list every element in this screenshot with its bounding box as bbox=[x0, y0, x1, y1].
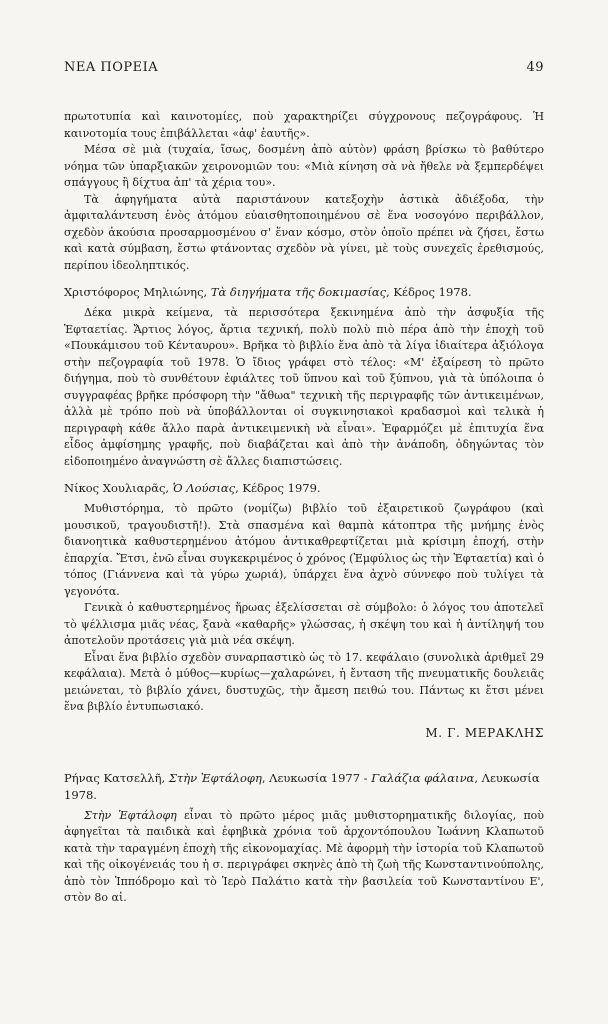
book-entry-heading bbox=[64, 770, 544, 804]
paragraph: Εἶναι ἕνα βιβλίο σχεδὸν συναρπαστικὸ ὡς τὸ 17. κεφάλαιο (συνολικὰ ἀριθμεῖ 29 κεφάλαια). Μετὰ ὁ μύθος—κυρίως—χαλαρώνει, ἡ ἔνταση τῆς πνευματικῆς δουλειᾶς μειώνεται, τὸ βιβλίο χάνει, δυστυχῶς, τὴν ἄμεση πειθώ του. Πάντως κι ἔτσι μένει ἕνα βιβλίο ἐντυπωσιακό. bbox=[64, 650, 544, 713]
paragraph bbox=[64, 808, 544, 907]
page-number: 49 bbox=[526, 60, 544, 75]
reviewer-signature: Μ. Γ. ΜΕΡΑΚΛΗΣ bbox=[425, 725, 544, 740]
entry-title: Στὴν Ἑφτάλοφη bbox=[168, 770, 262, 785]
paragraph: Τὰ ἀφηγήματα αὐτὰ παριστάνουν κατεξοχὴν ἀστικὰ ἀδιέξοδα, τὴν ἀμφιταλάντευση ἑνὸς ἀτόμου εὐαισθητοποιημένου σὲ ἕνα νοσογόνο περιβάλλον, σχεδὸν ἀκούσια προσαρμοσμένου σ' ἕναν κόσμο, στὸν ὁποῖο πρέπει νὰ ζήσει, ἔστω καὶ κατὰ σύμβαση, ἔστω φτάνοντας σχεδὸν νὰ γίνει, μὲ τοὺς συνεχεῖς ἐρεθισμούς, περίπου ἰδεοληπτικός. bbox=[64, 192, 544, 272]
entry-publisher: , Κέδρος 1978. bbox=[386, 285, 472, 299]
paragraph: Δέκα μικρὰ κείμενα, τὰ περισσότερα ξεκινημένα ἀπὸ τὴν ἀσφυξία τῆς Ἑφταετίας. Ἄρτιος λόγος, ἄρτια τεχνική, πολὺ πολὺ πιὸ πέρα ἀπὸ τὴν ἐποχὴ τοῦ «Πουκάμισου τοῦ Κένταυρου». Βρῆκα τὸ βιβλίο ἕνα ἀπὸ τὰ λίγα ἰδιαίτερα ἀξιόλογα στὴν πεζογραφία τοῦ 1978. Ὁ ἴδιος γράφει στὸ τέλος: «Μ' ἐξαίρεση τὸ πρῶτο διήγημα, ποὺ τὸ συνθέτουν ἐφιάλτες τοῦ ὕπνου καὶ τοῦ ξύπνου, γιὰ τὰ ὑπόλοιπα ὁ συγγραφέας βρῆκε πρόσφορη τὴν "ἄθωα" τεχνικὴ τῆς περιγραφῆς τῶν ἀντικειμένων, ἀλλὰ μὲ τρόπο ποὺ νὰ ὑποβάλλονται οἱ συγκινησιακοὶ κραδασμοὶ καὶ τελικὰ ἡ περιγραφὴ κάθε ἄλλο παρὰ ἀντικειμενικὴ νὰ εἶναι». Ἐφαρμόζει μὲ ἐπιτυχία ἕνα εἶδος ἀμφίσημης γραφῆς, ποὺ διαβάζεται καὶ ἀπὸ τὴν ἀνάποδη, ὁδηγώντας τὸν εἰδοποιημένο ἀναγνώστη σὲ ἄλλες διαπιστώσεις. bbox=[64, 306, 544, 468]
entry-author: Χριστόφορος Μηλιώνης, bbox=[64, 285, 211, 299]
paragraph-text: εἶναι τὸ πρῶτο μέρος μιᾶς μυθιστορηματικῆς διλογίας, ποὺ ἀφηγεῖται τὰ παιδικὰ καὶ ἐφηβικὰ χρόνια τοῦ ἀρχοντόπουλου Ἰωάννη Κλαπωτοῦ κατὰ τὴν ταραγμένη ἐποχὴ τῆς εἰκονομαχίας. Μὲ ἀφορμὴ τὴν ἱστορία τοῦ Κλαπωτοῦ καὶ τῆς οἰκογένειάς του ἡ σ. περιγράφει σκηνὲς ἀπὸ τὴ ζωὴ τῆς Κωνσταντινούπολης, ἀπὸ τὸν Ἱππόδρομο καὶ τὸ Ἱερὸ Παλάτιο κατὰ τὴν βασιλεία τοῦ Κωνσταντίνου Ε', στὸν 8ο αἰ. bbox=[64, 808, 544, 904]
entry-publisher: , Λευκωσία 1978. bbox=[64, 770, 540, 802]
entry-title: Ὁ Λούσιας bbox=[172, 481, 236, 495]
entry-publisher: , Κέδρος 1979. bbox=[235, 481, 321, 495]
entry-author: Ρήνας Κατσελλῆ, bbox=[64, 770, 169, 785]
entry-author: Νίκος Χουλιαρᾶς, bbox=[64, 481, 173, 495]
inline-title: Στὴν Ἑφτάλοφη bbox=[84, 808, 177, 822]
paragraph: Μυθιστόρημα, τὸ πρῶτο (νομίζω) βιβλίο τοῦ ἐξαιρετικοῦ ζωγράφου (καὶ μουσικοῦ, τραγουδιστῆ!). Στὰ σπασμένα καὶ θαμπὰ κάτοπτρα τῆς μνήμης ἑνὸς διανοητικὰ καθυστερημένου ἀτόμου ἀντικαθρεφτίζεται μιὰ κρίσιμη ἐποχή, στὴν ἐπαρχία. Ἔτσι, ἐνῶ εἶναι συγκεκριμένος ὁ χρόνος (Ἐμφύλιος ὡς τὴν Ἑφταετία) καὶ ὁ τόπος (Γιάννενα καὶ τὰ γύρω χωριά), ὑπάρχει ἕνα ἀχνὸ σύννεφο ποὺ τυλίγει τὰ γεγονότα. bbox=[64, 502, 544, 598]
entry-title: Τὰ διηγήματα τῆς δοκιμασίας bbox=[210, 285, 387, 299]
paragraph: Γενικὰ ὁ καθυστερημένος ἥρωας ἐξελίσσεται σὲ σύμβολο: ὁ λόγος του ἀποτελεῖ τὸ ψέλλισμα μιᾶς νέας, ξανὰ «καθαρῆς» γλώσσας, ἡ σκέψη του καὶ ἡ ἀντίληψή του ἀποτελοῦν προτάσεις γιὰ μιὰ νέα σκέψη. bbox=[64, 601, 544, 647]
journal-title: ΝΕΑ ΠΟΡΕΙΑ bbox=[64, 60, 159, 75]
paragraph: πρωτοτυπία καὶ καινοτομίες, ποὺ χαρακτηρίζει σύγχρονους πεζογράφους. Ἡ καινοτομία τους ἐπιβάλλεται «ἀφ' ἑαυτῆς». bbox=[64, 110, 544, 140]
book-entry-heading bbox=[64, 480, 544, 497]
entry-place: , Λευκωσία 1977 - bbox=[261, 770, 372, 785]
paragraph: Μέσα σὲ μιὰ (τυχαία, ἴσως, δοσμένη ἀπὸ αὐτὸν) φράση βρίσκω τὸ βαθύτερο νόημα τῶν ὑπαρξιακῶν χειρονομιῶν του: «Μιὰ κίνηση σὰ νὰ ἤθελε νὰ ξεμπερδέψει σπάγγους ἢ δίχτυα ἀπ' τὰ χέρια του». bbox=[64, 143, 544, 189]
running-header bbox=[64, 60, 544, 75]
book-entry-heading bbox=[64, 284, 544, 301]
entry-title: Γαλάζια φάλαινα bbox=[371, 770, 475, 785]
